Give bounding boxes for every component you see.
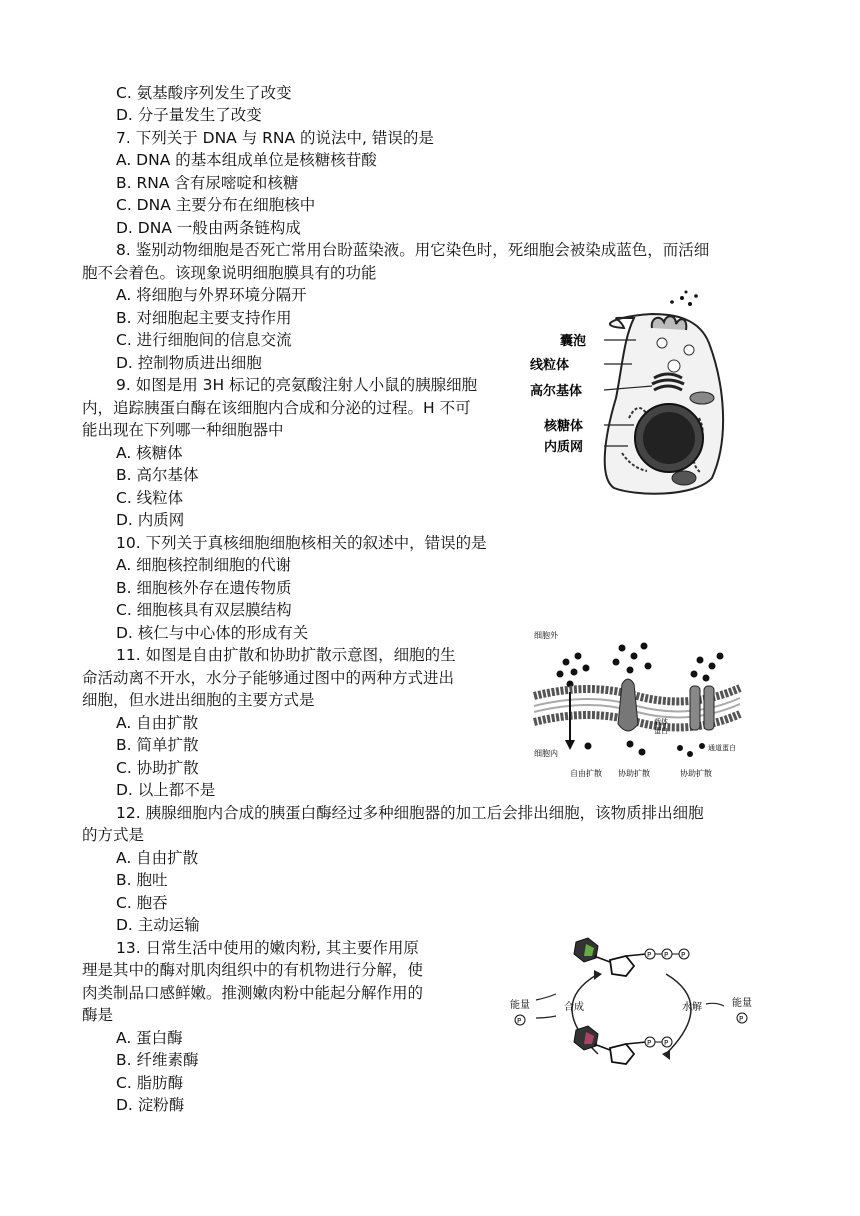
phosphate-groups	[645, 949, 689, 959]
q10-stem: 10. 下列关于真核细胞细胞核相关的叙述中，错误的是	[116, 534, 487, 552]
q12-option-c: C. 胞吞	[116, 894, 168, 912]
q7-option-a: A. DNA 的基本组成单位是核糖核苷酸	[116, 151, 377, 169]
label-mitochondrion: 线粒体	[530, 358, 570, 373]
cell-secretion-figure	[524, 288, 746, 500]
q11-option-d: D. 以上都不是	[116, 781, 216, 799]
q9-option-d: D. 内质网	[116, 511, 185, 529]
q10-option-c: C. 细胞核具有双层膜结构	[116, 601, 292, 619]
label-ribosome: 核糖体	[544, 419, 584, 434]
q9-stem-line3: 能出现在下列哪一种细胞器中	[82, 421, 284, 439]
q9-option-a: A. 核糖体	[116, 444, 183, 462]
svg-text:P: P	[664, 951, 669, 959]
q13-stem-line2: 理是其中的酶对肌肉组织中的有机物进行分解，使	[82, 961, 424, 979]
q11-option-c: C. 协助扩散	[116, 759, 199, 777]
q8-option-d: D. 控制物质进出细胞	[116, 354, 262, 372]
q9-stem-line1: 9. 如图是用 3H 标记的亮氨酸注射人小鼠的胰腺细胞	[116, 376, 478, 394]
q13-stem-line1: 13. 日常生活中使用的嫩肉粉, 其主要作用原	[116, 939, 419, 957]
svg-text:P: P	[664, 1039, 669, 1047]
svg-text:P: P	[647, 951, 652, 959]
label-hydrolysis: 水解	[682, 1002, 702, 1013]
svg-text:P: P	[739, 1015, 744, 1023]
q10-option-d: D. 核仁与中心体的形成有关	[116, 624, 309, 642]
label-synthesis: 合成	[564, 1002, 584, 1013]
atp-adp-figure	[506, 934, 756, 1070]
q10-option-b: B. 细胞核外存在遗传物质	[116, 579, 292, 597]
svg-text:P: P	[681, 951, 686, 959]
q12-option-d: D. 主动运输	[116, 916, 200, 934]
vesicle	[657, 338, 667, 348]
svg-text:P: P	[517, 1017, 522, 1025]
q9-option-b: B. 高尔基体	[116, 466, 199, 484]
q12-option-a: A. 自由扩散	[116, 849, 199, 867]
caption-free-diffusion: 自由扩散	[570, 769, 602, 778]
q13-option-c: C. 脂肪酶	[116, 1074, 184, 1092]
solute-molecules-outside	[557, 643, 724, 688]
q8-option-a: A. 将细胞与外界环境分隔开	[116, 286, 307, 304]
svg-text:P: P	[647, 1039, 652, 1047]
q12-stem-line2: 的方式是	[82, 826, 145, 844]
q6-option-c: C. 氨基酸序列发生了改变	[116, 84, 292, 102]
q11-stem-line1: 11. 如图是自由扩散和协助扩散示意图，细胞的生	[116, 646, 456, 664]
label-inside: 细胞内	[534, 749, 558, 758]
label-golgi: 高尔基体	[530, 384, 583, 399]
q9-option-c: C. 线粒体	[116, 489, 184, 507]
carrier-protein	[618, 679, 638, 731]
q11-stem-line2: 命活动离不开水，水分子能够通过图中的两种方式进出	[82, 669, 455, 687]
caption-facilitated-1: 协助扩散	[618, 769, 650, 778]
q7-option-b: B. RNA 含有尿嘧啶和核糖	[116, 174, 299, 192]
label-carrier-2: 蛋白	[654, 727, 668, 735]
q11-option-a: A. 自由扩散	[116, 714, 199, 732]
mitochondrion	[690, 392, 714, 404]
q8-option-b: B. 对细胞起主要支持作用	[116, 309, 292, 327]
q13-option-a: A. 蛋白酶	[116, 1029, 183, 1047]
label-outside: 细胞外	[534, 631, 558, 640]
q7-option-d: D. DNA 一般由两条链构成	[116, 219, 301, 237]
label-carrier-1: 载体	[654, 718, 668, 726]
channel-protein	[690, 686, 700, 730]
q8-stem-line2: 胞不会着色。该现象说明细胞膜具有的功能	[82, 264, 377, 282]
label-channel: 通道蛋白	[708, 744, 736, 752]
ribose-icon	[610, 956, 634, 976]
label-vesicle: 囊泡	[560, 334, 587, 349]
q13-stem-line3: 肉类制品口感鲜嫩。推测嫩肉粉中能起分解作用的	[82, 984, 424, 1002]
label-energy-out: 能量	[732, 998, 752, 1009]
membrane-diffusion-figure	[530, 626, 744, 784]
q7-option-c: C. DNA 主要分布在细胞核中	[116, 196, 316, 214]
q8-option-c: C. 进行细胞间的信息交流	[116, 331, 292, 349]
label-er: 内质网	[544, 440, 584, 455]
q6-option-d: D. 分子量发生了改变	[116, 106, 262, 124]
q12-stem-line1: 12. 胰腺细胞内合成的胰蛋白酶经过多种细胞器的加工后会排出细胞，该物质排出细胞	[116, 804, 704, 822]
q13-option-d: D. 淀粉酶	[116, 1096, 185, 1114]
exocytosis-site	[652, 316, 687, 330]
q7-stem: 7. 下列关于 DNA 与 RNA 的说法中, 错误的是	[116, 129, 434, 147]
q9-stem-line2: 内，追踪胰蛋白酶在该细胞内合成和分泌的过程。H 不可	[82, 399, 471, 417]
q13-stem-line4: 酶是	[82, 1006, 114, 1024]
q11-option-b: B. 简单扩散	[116, 736, 199, 754]
q13-option-b: B. 纤维素酶	[116, 1051, 199, 1069]
q10-option-a: A. 细胞核控制细胞的代谢	[116, 556, 292, 574]
q8-stem-line1: 8. 鉴别动物细胞是否死亡常用台盼蓝染液。用它染色时，死细胞会被染成蓝色，而活细	[116, 241, 710, 259]
label-energy-in: 能量	[510, 1000, 530, 1011]
q11-stem-line3: 细胞，但水进出细胞的主要方式是	[82, 691, 315, 709]
caption-facilitated-2: 协助扩散	[680, 769, 712, 778]
q12-option-b: B. 胞吐	[116, 871, 168, 889]
